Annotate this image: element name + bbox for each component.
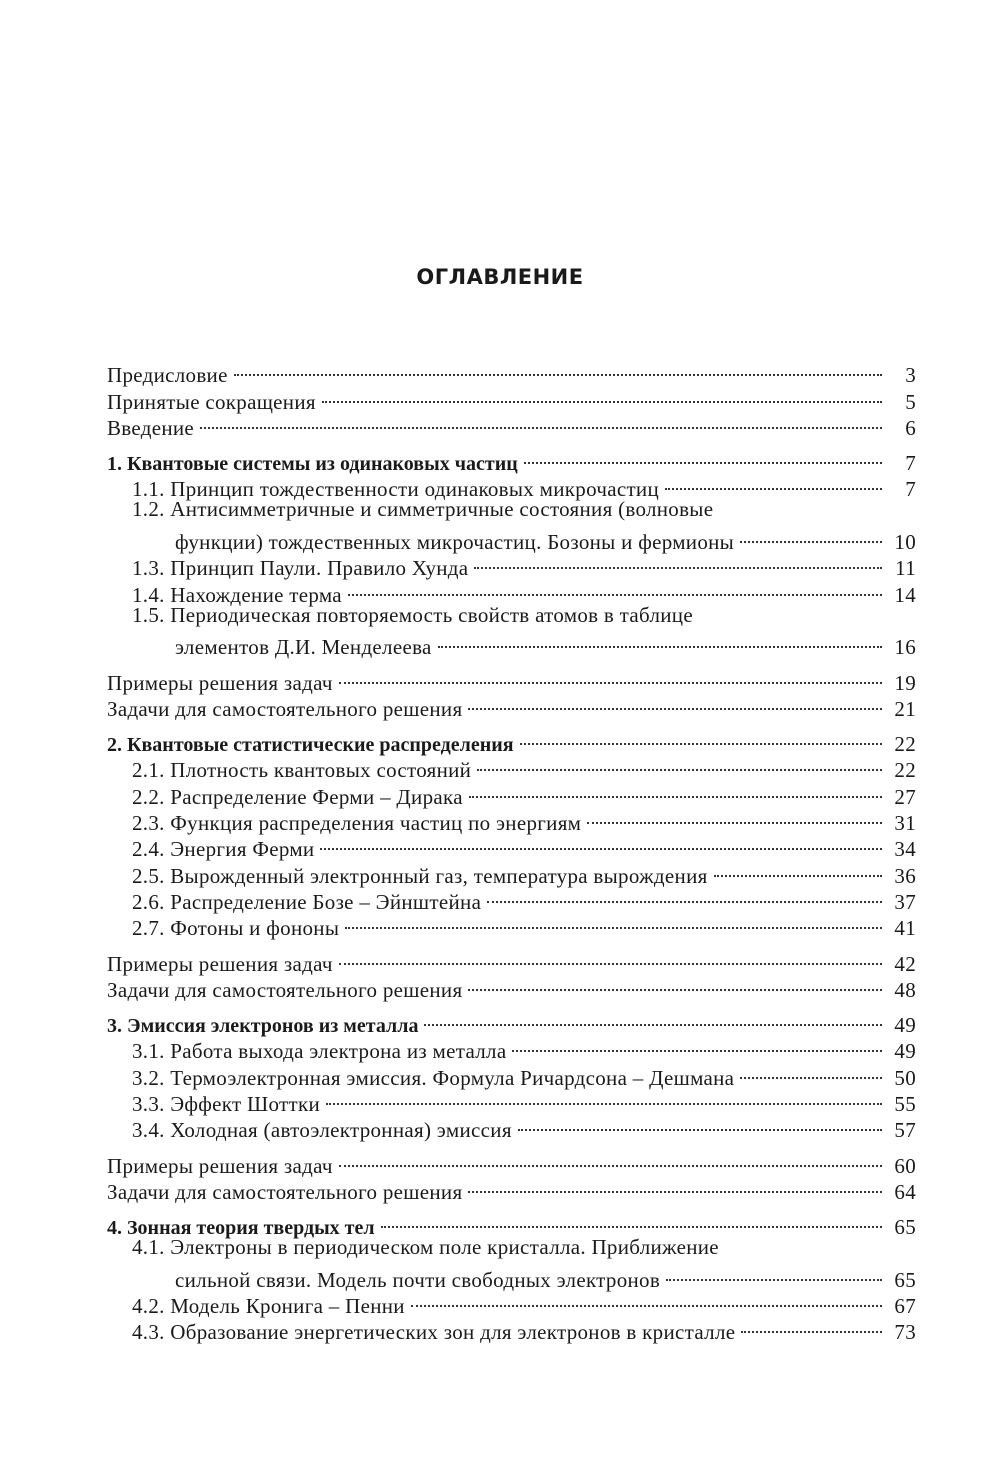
toc-entry-title: 4.2. Модель Кронига – Пенни [132, 1294, 405, 1319]
toc-entry-title: Задачи для самостоятельного решения [107, 1179, 463, 1204]
dot-leader [468, 971, 882, 997]
dot-leader [348, 575, 882, 601]
dot-leader [438, 628, 882, 654]
toc-entry-title: Предисловие [107, 363, 228, 388]
dot-leader [518, 1111, 882, 1137]
toc-page-number: 65 [894, 1267, 916, 1292]
toc-entry-title: 1.3. Принцип Паули. Правило Хунда [132, 556, 469, 581]
dot-leader [740, 1058, 882, 1084]
toc-page-number: 7 [905, 451, 916, 476]
toc-page-number: 16 [894, 635, 916, 660]
toc-page-number: 7 [905, 477, 916, 502]
toc-entry[interactable] [107, 1146, 916, 1178]
toc-entry-title: 2.7. Фотоны и фононы [132, 916, 340, 941]
toc-page-number: 6 [905, 415, 916, 440]
toc-entry-title: 3.1. Работа выхода электрона из металла [132, 1039, 507, 1064]
toc-chapter-entry[interactable] [107, 1006, 916, 1038]
dot-leader [326, 1085, 882, 1111]
toc-entry-title: 2.1. Плотность квантовых состояний [132, 758, 472, 783]
toc-page-number: 34 [894, 837, 916, 862]
dot-leader [320, 830, 882, 856]
toc-page-number: 57 [894, 1118, 916, 1143]
group-gap [107, 435, 916, 444]
toc-page-number: 14 [894, 582, 916, 607]
toc-page-number: 36 [894, 863, 916, 888]
toc-entry-title: 4. Зонная теория твердых тел [107, 1217, 375, 1240]
toc-entry[interactable] [107, 1261, 916, 1292]
toc-entry-title: 2. Квантовые статистические распределения [107, 734, 514, 757]
toc-page-number: 22 [894, 732, 916, 757]
dot-leader [512, 1032, 882, 1058]
dot-leader [322, 382, 882, 408]
toc-entry-title: 3.2. Термоэлектронная эмиссия. Формула Ричардсона – Дешмана [132, 1065, 735, 1090]
dot-leader [524, 444, 882, 470]
dot-leader [477, 751, 882, 777]
dot-leader [200, 409, 882, 435]
toc-entry-title: элементов Д.И. Менделеева [175, 635, 432, 660]
dot-leader [741, 1313, 882, 1339]
toc-entry-title: 2.4. Энергия Ферми [132, 837, 315, 862]
toc-entry-title: Введение [107, 415, 195, 440]
toc-page-number: 50 [894, 1065, 916, 1090]
toc-entry[interactable] [107, 523, 916, 555]
toc-page-number: 10 [894, 530, 916, 555]
dot-leader [666, 1261, 882, 1287]
toc-entry-title: 4.1. Электроны в периодическом поле кристалла. Приближение [132, 1235, 719, 1260]
table-of-contents [107, 356, 916, 1345]
toc-entry[interactable] [107, 663, 916, 695]
toc-entry-title: Задачи для самостоятельного решения [107, 977, 463, 1002]
toc-page-number: 3 [905, 363, 916, 388]
dot-leader [345, 909, 882, 935]
toc-entry[interactable] [107, 944, 916, 976]
dot-leader [339, 944, 882, 970]
toc-entry-title: 2.5. Вырожденный электронный газ, температура вырождения [132, 863, 708, 888]
dot-leader [339, 663, 882, 689]
toc-page-number: 37 [894, 889, 916, 914]
toc-page-number: 27 [894, 784, 916, 809]
toc-page-number: 67 [894, 1294, 916, 1319]
dot-leader [339, 1146, 882, 1172]
dot-leader [468, 690, 882, 716]
dot-leader [740, 523, 882, 549]
toc-entry-title: 1.4. Нахождение терма [132, 582, 342, 607]
dot-leader [411, 1287, 882, 1313]
toc-chapter-entry[interactable] [107, 1208, 916, 1240]
toc-entry-title: 1. Квантовые системы из одинаковых частиц [107, 453, 518, 476]
toc-entry-title: 2.6. Распределение Бозе – Эйнштейна [132, 889, 482, 914]
toc-page-number: 11 [895, 556, 916, 581]
toc-page-number: 48 [894, 977, 916, 1002]
dot-leader [234, 356, 882, 382]
dot-leader [520, 725, 882, 751]
toc-page-number: 42 [894, 951, 916, 976]
toc-entry[interactable] [107, 409, 916, 440]
dot-leader [474, 549, 882, 575]
toc-entry-title: сильной связи. Модель почти свободных электронов [175, 1267, 661, 1292]
dot-leader [714, 856, 882, 882]
toc-entry-title: Примеры решения задач [107, 951, 333, 976]
toc-entry-title: 4.3. Образование энергетических зон для электронов в кристалле [132, 1320, 736, 1345]
toc-entry-title: 3.3. Эффект Шоттки [132, 1092, 320, 1117]
toc-page-number: 65 [894, 1215, 916, 1240]
toc-entry-title: Принятые сокращения [107, 389, 316, 414]
toc-entry-title: Примеры решения задач [107, 670, 333, 695]
dot-leader [468, 1173, 882, 1199]
toc-entry-title: 3.4. Холодная (автоэлектронная) эмиссия [132, 1118, 512, 1143]
toc-entry-title: 1.1. Принцип тождественности одинаковых микрочастиц [132, 477, 660, 502]
toc-entry[interactable] [107, 628, 916, 660]
toc-page-number: 41 [894, 916, 916, 941]
dot-leader [587, 804, 882, 830]
toc-page-number: 49 [894, 1039, 916, 1064]
dot-leader [381, 1208, 882, 1234]
dot-leader [487, 883, 882, 909]
toc-page-number: 49 [894, 1013, 916, 1038]
toc-entry-title: 2.3. Функция распределения частиц по энергиям [132, 811, 582, 836]
dot-leader [424, 1006, 882, 1032]
toc-chapter-entry[interactable] [107, 444, 916, 476]
toc-entry-title: Примеры решения задач [107, 1153, 333, 1178]
toc-entry[interactable] [107, 496, 916, 522]
toc-page-number: 31 [894, 811, 916, 836]
dot-leader [665, 470, 882, 496]
toc-entry[interactable] [107, 602, 916, 628]
toc-entry-title: 3. Эмиссия электронов из металла [107, 1015, 419, 1038]
toc-page-number: 60 [894, 1153, 916, 1178]
page-title: ОГЛАВЛЕНИЕ [416, 265, 584, 289]
toc-entry-title: функции) тождественных микрочастиц. Бозоны и фермионы [175, 530, 735, 555]
toc-entry-title: 1.5. Периодическая повторяемость свойств атомов в таблице [132, 602, 693, 627]
toc-entry-title: 2.2. Распределение Ферми – Дирака [132, 784, 463, 809]
toc-entry-title: 1.2. Антисимметричные и симметричные состояния (волновые [132, 497, 714, 522]
toc-entry-title: Задачи для самостоятельного решения [107, 696, 463, 721]
toc-page-number: 73 [894, 1320, 916, 1345]
dot-leader [469, 777, 882, 803]
toc-page-number: 21 [894, 696, 916, 721]
toc-chapter-entry[interactable] [107, 725, 916, 757]
toc-entry[interactable] [107, 356, 916, 388]
toc-page-number: 55 [894, 1092, 916, 1117]
toc-page-number: 22 [894, 758, 916, 783]
toc-page-number: 5 [905, 389, 916, 414]
toc-entry[interactable] [107, 1234, 916, 1260]
toc-page-number: 64 [894, 1179, 916, 1204]
toc-page-number: 19 [894, 670, 916, 695]
